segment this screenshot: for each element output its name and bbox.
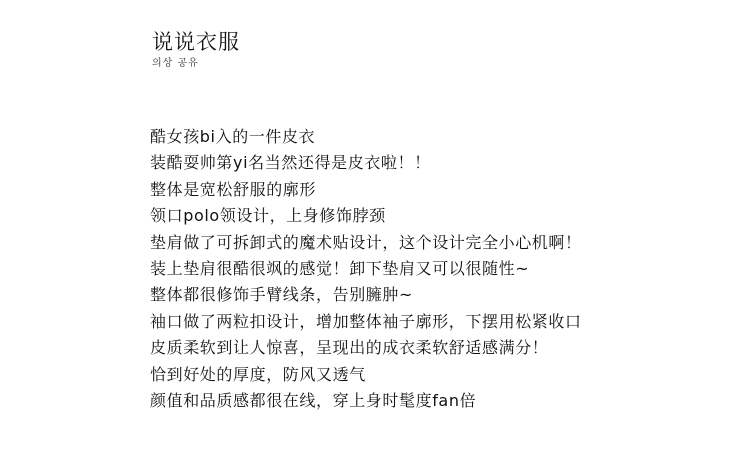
description-line: 颜值和品质感都很在线，穿上身时髦度fan倍 <box>150 391 477 411</box>
description-line: 恰到好处的厚度，防风又透气 <box>150 364 366 384</box>
description-line: 袖口做了两粒扣设计，增加整体袖子廓形，下摆用松紧收口 <box>150 311 582 331</box>
description-line: 装酷耍帅第yi名当然还得是皮衣啦！！ <box>150 153 431 173</box>
description-text <box>150 124 582 414</box>
description-line: 整体是宽松舒服的廓形 <box>150 179 317 199</box>
description-line: 整体都很修饰手臂线条，告别臃肿~ <box>150 285 414 305</box>
description-line: 领口polo领设计，上身修饰脖颈 <box>150 206 386 226</box>
section-title: 说说衣服 <box>152 30 240 54</box>
section-subtitle: 의상 공유 <box>152 58 199 69</box>
description-line: 垫肩做了可拆卸式的魔术贴设计，这个设计完全小心机啊！ <box>150 232 582 252</box>
description-line: 装上垫肩很酷很飒的感觉！卸下垫肩又可以很随性~ <box>150 259 530 279</box>
section-header <box>152 28 240 70</box>
description-line: 酷女孩bi入的一件皮衣 <box>150 127 316 146</box>
description-line: 皮质柔软到让人惊喜，呈现出的成衣柔软舒适感满分！ <box>150 338 549 358</box>
